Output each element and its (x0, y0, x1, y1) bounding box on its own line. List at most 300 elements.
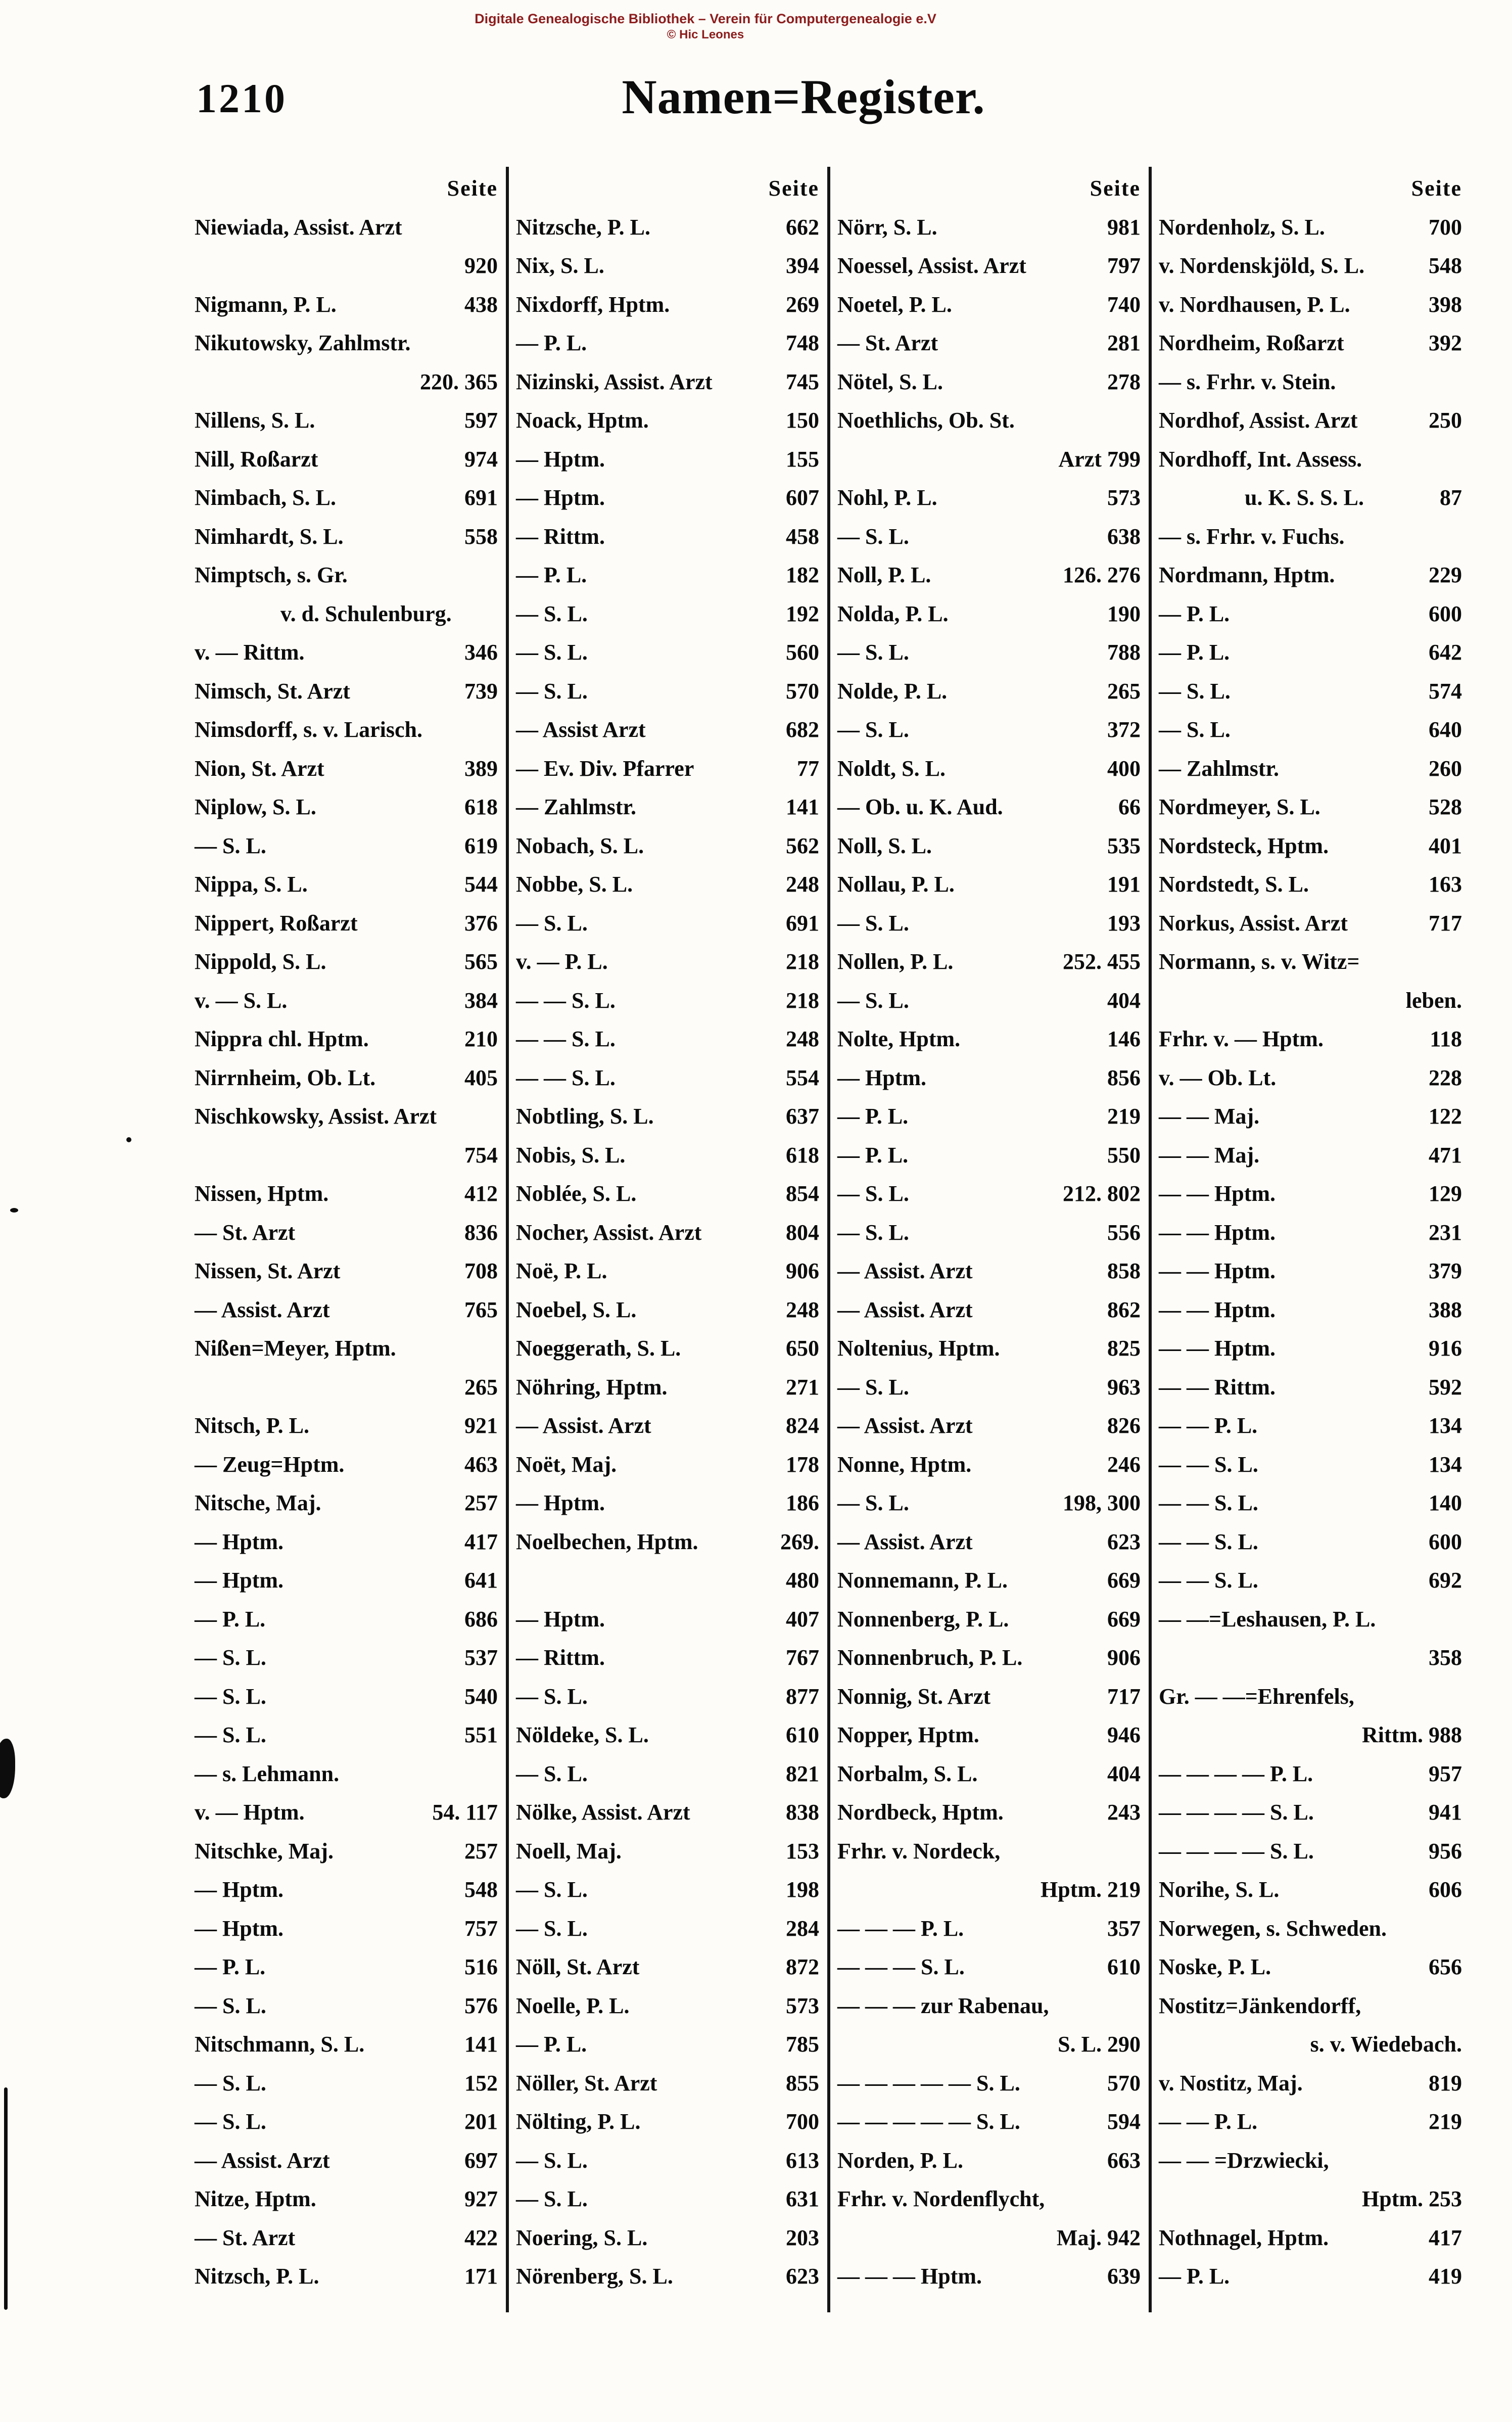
entry-name: v. — Ob. Lt. (1159, 1065, 1277, 1090)
entry-name: Noë, P. L. (516, 1259, 607, 1283)
entry-page: 556 (1107, 1220, 1141, 1245)
register-row (1159, 943, 1462, 982)
register-column-4 (1159, 169, 1462, 2296)
register-row (837, 595, 1141, 634)
entry-name: Nohl, P. L. (837, 485, 937, 510)
entry-name: Nonnemann, P. L. (837, 1568, 1008, 1593)
register-row (837, 982, 1141, 1020)
entry-name: Nobtling, S. L. (516, 1104, 654, 1129)
entry-page: 66 (1118, 795, 1141, 819)
entry-name: Nikutowsky, Zahlmstr. (195, 331, 411, 355)
entry-page: 219 (1429, 2109, 1462, 2134)
entry-page: 594 (1107, 2109, 1141, 2134)
entry-name: Frhr. v. Nordeck, (837, 1838, 1001, 1864)
entry-page: 269 (786, 292, 819, 317)
entry-page: 981 (1107, 214, 1141, 240)
entry-name: v. Nordenskjöld, S. L. (1159, 253, 1365, 278)
column-seite-header (837, 169, 1141, 208)
register-row (1159, 1639, 1462, 1678)
register-row (195, 711, 498, 750)
entry-page: 656 (1429, 1954, 1462, 1979)
register-row (516, 2025, 819, 2064)
register-row (195, 1639, 498, 1678)
entry-page: 192 (786, 601, 819, 626)
entry-name: — P. L. (516, 331, 587, 355)
register-row (195, 2219, 498, 2258)
entry-name: Noelle, P. L. (516, 1993, 630, 2018)
entry-page: 404 (1107, 988, 1141, 1013)
register-row (195, 2103, 498, 2141)
register-row (1159, 440, 1462, 479)
register-row (1159, 1368, 1462, 1407)
entry-page: 458 (786, 524, 819, 549)
entry-name: — Rittm. (516, 524, 605, 549)
register-row (837, 827, 1141, 866)
entry-name: — S. L. (837, 1220, 909, 1245)
entry-page: 228 (1429, 1065, 1462, 1090)
register-row (516, 865, 819, 904)
register-row (1159, 1987, 1462, 2026)
register-row (837, 2180, 1141, 2219)
entry-page: 920 (464, 253, 498, 278)
entry-name: — S. L. (195, 1993, 266, 2018)
entry-name: — S. L. (516, 1761, 588, 1786)
entry-page: 372 (1107, 717, 1141, 742)
register-row (516, 827, 819, 866)
register-row (837, 1252, 1141, 1291)
entry-name: Nimptsch, s. Gr. (195, 563, 348, 587)
entry-page: 836 (464, 1220, 498, 1245)
register-row (1159, 1136, 1462, 1175)
entry-name: Nitze, Hptm. (195, 2186, 316, 2211)
register-row (837, 1793, 1141, 1832)
entry-name: Nimhardt, S. L. (195, 524, 344, 549)
entry-page: 916 (1429, 1336, 1462, 1361)
entry-page: 463 (464, 1452, 498, 1477)
entry-name: Noell, Maj. (516, 1838, 622, 1864)
entry-name: Nimbach, S. L. (195, 485, 336, 510)
entry-page: 422 (464, 2225, 498, 2250)
register-row (837, 865, 1141, 904)
register-row (837, 1871, 1141, 1909)
entry-name: — — — — — S. L. (837, 2070, 1020, 2095)
entry-page: 717 (1429, 910, 1462, 936)
register-row (837, 672, 1141, 711)
register-row (1159, 1716, 1462, 1755)
entry-name: Norkus, Assist. Arzt (1159, 910, 1348, 936)
entry-page: 682 (786, 717, 819, 742)
register-row (516, 1059, 819, 1098)
entry-page: 565 (464, 949, 498, 974)
register-row (195, 1059, 498, 1098)
register-row (516, 595, 819, 634)
entry-name: Nischkowsky, Assist. Arzt (195, 1104, 437, 1129)
entry-page: 921 (464, 1413, 498, 1438)
register-row (516, 2103, 819, 2141)
scan-artifact-dot (126, 1137, 131, 1142)
page-number: 1210 (196, 75, 287, 121)
entry-page: 219 (1107, 1104, 1141, 1129)
entry-name: — — P. L. (1159, 2109, 1258, 2134)
register-row (837, 1600, 1141, 1639)
register-row (1159, 286, 1462, 324)
entry-name: — — S. L. (1159, 1568, 1258, 1593)
register-row (1159, 1059, 1462, 1098)
entry-page: 243 (1107, 1800, 1141, 1825)
entry-name: Nöller, St. Arzt (516, 2070, 657, 2095)
entry-name: — — Rittm. (1159, 1374, 1275, 1400)
entry-name: — S. L. (1159, 717, 1231, 742)
register-row (837, 1948, 1141, 1987)
register-row (1159, 2180, 1462, 2219)
entry-name: — Assist. Arzt (195, 2148, 330, 2173)
register-row (837, 363, 1141, 402)
entry-name: Noll, S. L. (837, 833, 932, 858)
entry-name: Nitsch, P. L. (195, 1413, 309, 1438)
entry-name: — Hptm. (195, 1877, 284, 1902)
entry-page: 941 (1429, 1800, 1462, 1825)
entry-name: — S. L. (516, 678, 588, 704)
entry-page: 405 (464, 1065, 498, 1090)
entry-name: — Hptm. (195, 1916, 284, 1941)
entry-page: 269. (780, 1529, 819, 1554)
entry-name: Nissen, St. Arzt (195, 1259, 341, 1283)
entry-name: — P. L. (516, 2032, 587, 2057)
entry-page: 394 (786, 253, 819, 278)
entry-name: — Hptm. (516, 485, 605, 510)
entry-name: — S. L. (516, 910, 588, 936)
register-row (1159, 633, 1462, 672)
register-row (195, 518, 498, 556)
entry-name: — S. L. (195, 1684, 266, 1709)
entry-page: 480 (786, 1568, 819, 1593)
entry-page: 663 (1107, 2148, 1141, 2173)
entry-page: Seite (447, 176, 498, 201)
entry-name: Nöldeke, S. L. (516, 1722, 649, 1747)
register-row (516, 1871, 819, 1909)
entry-page: 379 (1429, 1259, 1462, 1283)
entry-page: 956 (1429, 1838, 1462, 1864)
entry-page: 153 (786, 1838, 819, 1864)
register-row (516, 1678, 819, 1716)
entry-name: Nobbe, S. L. (516, 872, 633, 897)
entry-name: Nixdorff, Hptm. (516, 292, 670, 317)
entry-name: Nölke, Assist. Arzt (516, 1800, 690, 1825)
entry-name: Normann, s. v. Witz= (1159, 949, 1360, 974)
register-row (195, 1329, 498, 1368)
entry-name: — — — P. L. (837, 1916, 964, 1941)
entry-page: 854 (786, 1181, 819, 1206)
entry-name: Nitsche, Maj. (195, 1491, 321, 1515)
register-row (195, 1561, 498, 1600)
register-row (516, 1214, 819, 1252)
register-row (195, 1446, 498, 1484)
entry-page: 623 (1107, 1529, 1141, 1554)
register-row (195, 479, 498, 518)
entry-name: Nordstedt, S. L. (1159, 872, 1309, 897)
register-row (516, 982, 819, 1020)
entry-name: Gr. — —=Ehrenfels, (1159, 1684, 1354, 1709)
entry-name: — S. L. (516, 1916, 588, 1941)
register-row (1159, 1446, 1462, 1484)
entry-page: 641 (464, 1568, 498, 1593)
entry-name: Nollau, P. L. (837, 872, 955, 897)
entry-page: 650 (786, 1336, 819, 1361)
entry-page: 838 (786, 1800, 819, 1825)
register-row (1159, 518, 1462, 556)
entry-name: Nimsdorff, s. v. Larisch. (195, 717, 422, 742)
entry-page: 392 (1429, 331, 1462, 355)
register-row (195, 286, 498, 324)
entry-page: 281 (1107, 331, 1141, 355)
register-row (1159, 672, 1462, 711)
entry-page: 54. 117 (432, 1800, 498, 1825)
entry-page: 346 (464, 640, 498, 665)
entry-page: 740 (1107, 292, 1141, 317)
entry-page: 576 (464, 1993, 498, 2018)
watermark (59, 10, 1352, 42)
entry-name: Noll, P. L. (837, 563, 931, 587)
register-row (195, 1523, 498, 1562)
register-row (1159, 904, 1462, 943)
entry-name: — P. L. (1159, 2264, 1230, 2289)
register-row (516, 556, 819, 595)
entry-page: 201 (464, 2109, 498, 2134)
register-row (195, 440, 498, 479)
register-row (516, 1793, 819, 1832)
register-row (195, 1020, 498, 1059)
entry-page: Maj. 942 (1056, 2225, 1141, 2250)
entry-page: 388 (1429, 1297, 1462, 1322)
register-row (516, 1407, 819, 1446)
entry-name: Nitzsch, P. L. (195, 2264, 319, 2289)
register-row (195, 2064, 498, 2103)
entry-page: 691 (786, 910, 819, 936)
entry-page: 384 (464, 988, 498, 1013)
entry-page: 708 (464, 1259, 498, 1283)
register-row (516, 1446, 819, 1484)
entry-page: 551 (464, 1722, 498, 1747)
entry-name: Nopper, Hptm. (837, 1722, 979, 1747)
register-row (516, 1368, 819, 1407)
entry-page: 155 (786, 446, 819, 472)
entry-page: 284 (786, 1916, 819, 1941)
register-row (1159, 1175, 1462, 1214)
entry-page: 548 (464, 1877, 498, 1902)
entry-page: 697 (464, 2148, 498, 2173)
entry-page: 248 (786, 872, 819, 897)
entry-page: 203 (786, 2225, 819, 2250)
entry-name: — Hptm. (516, 1606, 605, 1632)
column-seite-header (516, 169, 819, 208)
entry-page: 412 (464, 1181, 498, 1206)
entry-page: 821 (786, 1761, 819, 1786)
register-row (1159, 324, 1462, 363)
entry-name: Nix, S. L. (516, 253, 604, 278)
entry-name: Noët, Maj. (516, 1452, 617, 1477)
entry-page: 140 (1429, 1491, 1462, 1515)
register-row (516, 518, 819, 556)
entry-page: 610 (786, 1722, 819, 1747)
register-row (837, 1678, 1141, 1716)
register-row (1159, 1793, 1462, 1832)
entry-name: Nippa, S. L. (195, 872, 308, 897)
entry-page: 77 (797, 756, 819, 781)
entry-name: Nimsch, St. Arzt (195, 678, 350, 704)
entry-page: 191 (1107, 872, 1141, 897)
register-row (195, 904, 498, 943)
register-row (837, 208, 1141, 247)
entry-page: 855 (786, 2070, 819, 2095)
entry-page: 877 (786, 1684, 819, 1709)
page-title: Namen=Register. (622, 70, 985, 124)
entry-name: — Hptm. (195, 1529, 284, 1554)
entry-page: 419 (1429, 2264, 1462, 2289)
entry-page: 642 (1429, 640, 1462, 665)
entry-name: Noessel, Assist. Arzt (837, 253, 1026, 278)
entry-name: Nostitz=Jänkendorff, (1159, 1993, 1361, 2018)
register-row (516, 1291, 819, 1330)
register-row (837, 286, 1141, 324)
entry-name: — Hptm. (837, 1065, 926, 1090)
register-row (516, 633, 819, 672)
register-row (195, 1600, 498, 1639)
entry-name: — S. L. (195, 1722, 266, 1747)
entry-name: Nothnagel, Hptm. (1159, 2225, 1329, 2250)
register-row (516, 1252, 819, 1291)
entry-name: Nippert, Roßarzt (195, 910, 358, 936)
register-row (1159, 1832, 1462, 1871)
register-row (837, 324, 1141, 363)
entry-name: Norihe, S. L. (1159, 1877, 1280, 1902)
entry-page: 438 (464, 292, 498, 317)
register-row (837, 1561, 1141, 1600)
entry-name: Noebel, S. L. (516, 1297, 637, 1322)
entry-name: — — S. L. (516, 1027, 616, 1051)
register-row (837, 788, 1141, 827)
entry-name: Nordmeyer, S. L. (1159, 795, 1320, 819)
entry-name: Nonnenbruch, P. L. (837, 1645, 1023, 1670)
entry-page: 607 (786, 485, 819, 510)
entry-name: Nolte, Hptm. (837, 1027, 961, 1051)
entry-name: Nion, St. Arzt (195, 756, 324, 781)
register-row (837, 2141, 1141, 2180)
entry-page: 638 (1107, 524, 1141, 549)
entry-page: 265 (464, 1374, 498, 1400)
register-row (195, 401, 498, 440)
register-row (837, 2219, 1141, 2258)
entry-page: 610 (1107, 1954, 1141, 1979)
entry-name: Nörr, S. L. (837, 214, 937, 240)
register-row (195, 672, 498, 711)
register-row (195, 1252, 498, 1291)
entry-page: 358 (1429, 1645, 1462, 1670)
entry-page: 528 (1429, 795, 1462, 819)
entry-name: Niewiada, Assist. Arzt (195, 214, 402, 240)
entry-page: 700 (1429, 214, 1462, 240)
register-row (195, 1948, 498, 1987)
register-row (516, 1716, 819, 1755)
register-row (1159, 208, 1462, 247)
entry-page: 640 (1429, 717, 1462, 742)
entry-page: 404 (1107, 1761, 1141, 1786)
entry-name: Nonnig, St. Arzt (837, 1684, 991, 1709)
entry-page: 797 (1107, 253, 1141, 278)
entry-name: — Assist Arzt (516, 717, 646, 742)
entry-name: Nordsteck, Hptm. (1159, 833, 1329, 858)
register-row (516, 1755, 819, 1794)
scan-artifact-dot (10, 1208, 18, 1213)
register-row (837, 2103, 1141, 2141)
register-row (516, 943, 819, 982)
register-row (1159, 1097, 1462, 1136)
entry-page: 122 (1429, 1104, 1462, 1129)
entry-name: Nonne, Hptm. (837, 1452, 972, 1477)
entry-page: 250 (1429, 408, 1462, 433)
entry-name: — S. L. (837, 1181, 909, 1206)
entry-page: 592 (1429, 1374, 1462, 1400)
scan-artifact-scratch (4, 2087, 8, 2310)
entry-page: 260 (1429, 756, 1462, 781)
register-row (1159, 865, 1462, 904)
entry-name: Noack, Hptm. (516, 408, 649, 433)
entry-page: 218 (786, 988, 819, 1013)
register-row (837, 1446, 1141, 1484)
register-row (1159, 1600, 1462, 1639)
entry-name: Nippold, S. L. (195, 949, 326, 974)
entry-page: 516 (464, 1954, 498, 1979)
entry-page: 400 (1107, 756, 1141, 781)
entry-page: 248 (786, 1297, 819, 1322)
entry-page: 662 (786, 214, 819, 240)
entry-name: Nigmann, P. L. (195, 292, 337, 317)
register-row (1159, 982, 1462, 1020)
entry-page: 535 (1107, 833, 1141, 858)
register-row (1159, 1484, 1462, 1523)
entry-name: — Assist. Arzt (837, 1297, 973, 1322)
register-row (1159, 2257, 1462, 2296)
entry-page: 623 (786, 2264, 819, 2289)
entry-name: — P. L. (1159, 601, 1230, 626)
entry-name: — P. L. (195, 1606, 266, 1632)
register-row (195, 208, 498, 247)
entry-page: 957 (1429, 1761, 1462, 1786)
register-row (195, 1871, 498, 1909)
entry-name: v. — Rittm. (195, 640, 305, 665)
entry-page: 210 (464, 1027, 498, 1051)
entry-name: — — — — P. L. (1159, 1761, 1313, 1786)
register-row (195, 324, 498, 363)
entry-page: 856 (1107, 1065, 1141, 1090)
entry-page: 963 (1107, 1374, 1141, 1400)
entry-name: Nordbeck, Hptm. (837, 1800, 1004, 1825)
entry-name: Nordhoff, Int. Assess. (1159, 446, 1362, 472)
entry-name: — —=Leshausen, P. L. (1159, 1606, 1376, 1632)
entry-name: Noering, S. L. (516, 2225, 648, 2250)
entry-name: Nobis, S. L. (516, 1142, 626, 1168)
register-row (516, 479, 819, 518)
entry-page: 862 (1107, 1297, 1141, 1322)
entry-name: — — — — S. L. (1159, 1838, 1314, 1864)
entry-page: 152 (464, 2070, 498, 2095)
register-row (1159, 1909, 1462, 1948)
entry-page: s. v. Wiedebach. (1310, 2032, 1462, 2057)
entry-name: Nitzsche, P. L. (516, 214, 651, 240)
entry-page: 190 (1107, 601, 1141, 626)
entry-name: — — — Hptm. (837, 2264, 982, 2289)
register-row (837, 556, 1141, 595)
register-row (837, 1175, 1141, 1214)
